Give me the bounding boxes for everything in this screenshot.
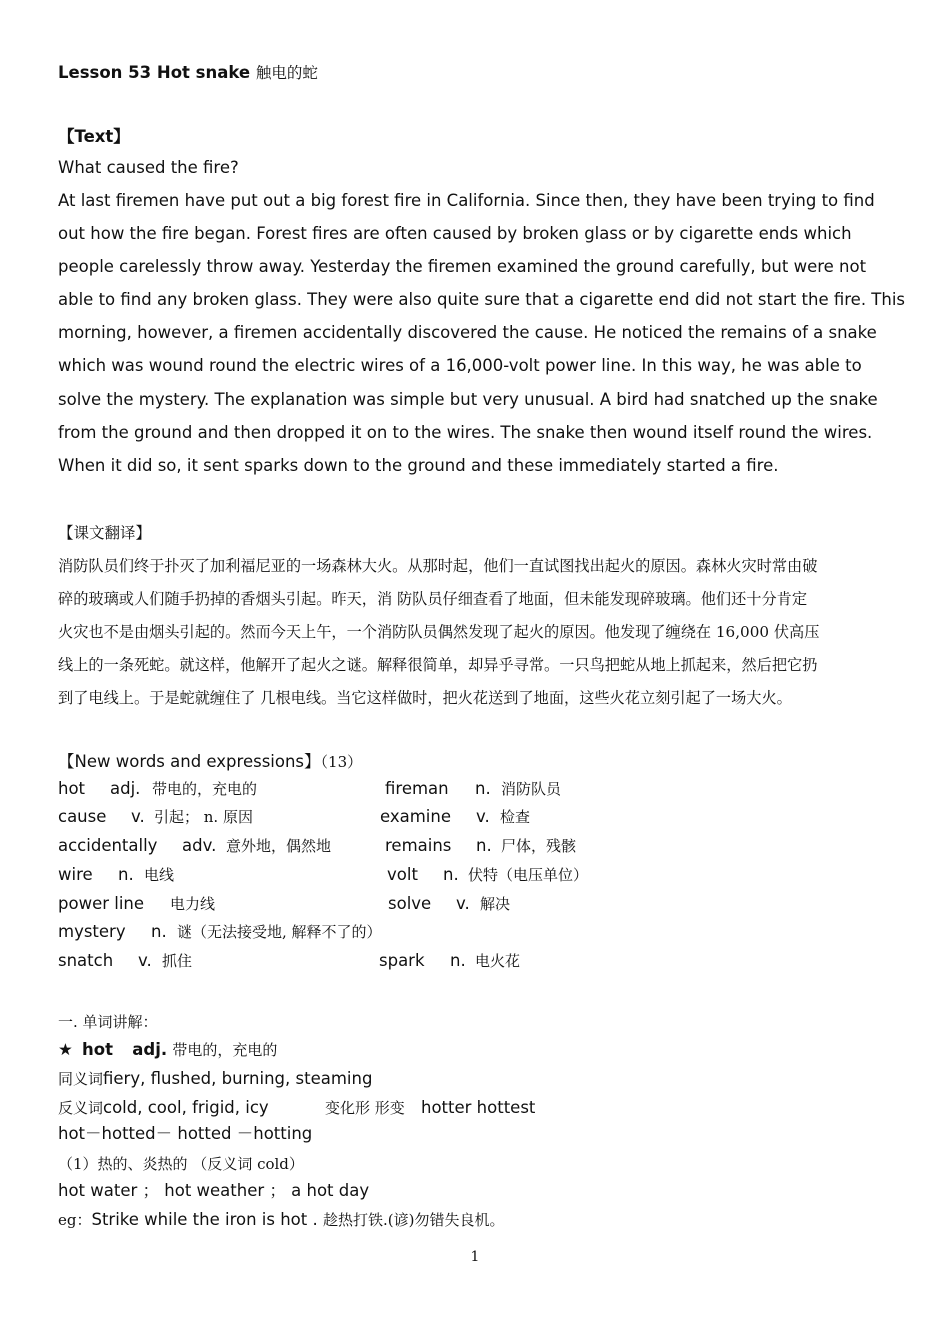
eg-label: eg： <box>58 1211 92 1229</box>
vocab-pos: n. <box>151 922 167 941</box>
sense-1: （1）热的、炎热的 （反义词 cold） <box>58 1155 304 1173</box>
page-number: 1 <box>470 1249 480 1265</box>
vocab-pos: v. <box>476 807 490 826</box>
entry-meaning: 带电的，充电的 <box>172 1041 278 1059</box>
vocab-word: examine <box>380 807 452 826</box>
translation-line: 消防队员们终于扑灭了加利福尼亚的一场森林大火。从那时起，他们一直试图找出起火的原因。森林火灾时常由破 <box>58 557 818 575</box>
lesson-title-en: Lesson 53 Hot snake <box>58 63 251 82</box>
vocab-header <box>58 751 362 773</box>
translation-line: 碎的玻璃或人们随手扔掉的香烟头引起。昨天，消 防队员仔细查看了地面，但未能发现碎玻璃。他们还十分肯定 <box>58 590 808 608</box>
vocab-meaning: 引起； n. 原因 <box>154 808 253 826</box>
synonyms-text: fiery, flushed, burning, steaming <box>103 1069 373 1088</box>
vocab-word: power line <box>58 894 145 913</box>
translation-line: 火灾也不是由烟头引起的。然而今天上午，一个消防队员偶然发现了起火的原因。他发现了缠绕在 16,000 伏高压 <box>58 623 820 641</box>
vocab-pos: n. <box>450 951 466 970</box>
vocab-header-label: 【New words and expressions】 <box>58 752 321 771</box>
vocab-word: mystery <box>58 922 126 941</box>
entry-pos: adj. <box>132 1040 168 1059</box>
vocab-word: remains <box>385 836 452 855</box>
translation-line: 到了电线上。于是蛇就缠住了 几根电线。当它这样做时，把火花送到了地面，这些火花立刻引起了一场大火。 <box>58 689 792 707</box>
explanation-header: 一. 单词讲解： <box>58 1013 158 1031</box>
text-line: out how the fire began. Forest fires are often caused by broken glass or by cigarette ends which <box>58 224 852 244</box>
vocab-word: solve <box>388 894 432 913</box>
vocab-word: hot <box>58 779 86 798</box>
vocab-meaning: 电力线 <box>170 895 216 913</box>
vocab-count: （13） <box>320 753 363 771</box>
text-line: solve the mystery. The explanation was simple but very unusual. A bird had snatched up the snake <box>58 389 878 409</box>
text-line: able to find any broken glass. They were also quite sure that a cigarette end did not start the fire. This <box>58 290 906 310</box>
synonyms-label: 同义词 <box>58 1070 104 1088</box>
text-line: morning, however, a firemen accidentally discovered the cause. He noticed the remains of a snake <box>58 323 877 343</box>
vocab-meaning: 意外地，偶然地 <box>226 837 332 855</box>
vocab-meaning: 消防队员 <box>501 780 562 798</box>
vocab-meaning: 解决 <box>480 895 511 913</box>
text-line: from the ground and then dropped it on to the wires. The snake then wound itself round the wires. <box>58 422 873 442</box>
translation-line: 线上的一条死蛇。就这样，他解开了起火之谜。解释很简单，却异乎寻常。一只鸟把蛇从地上抓起来，然后把它扔 <box>58 656 818 674</box>
text-line: which was wound round the electric wires of a 16,000-volt power line. In this way, he was able to <box>58 356 862 376</box>
vocab-meaning: 伏特（电压单位） <box>468 866 589 884</box>
lesson-title-cn: 触电的蛇 <box>255 64 318 82</box>
vocab-pos: n. <box>476 836 492 855</box>
vocab-pos: v. <box>138 951 152 970</box>
verb-forms-line: hot－hotted－ hotted －hotting <box>58 1124 313 1143</box>
vocab-word: cause <box>58 807 107 826</box>
vocab-pos: n. <box>118 865 134 884</box>
vocab-pos: n. <box>475 779 491 798</box>
vocab-pos: v. <box>456 894 470 913</box>
vocab-meaning: 电线 <box>144 866 175 884</box>
text-body <box>58 184 910 482</box>
synonyms-line <box>58 1068 372 1090</box>
vocab-pos: adj. <box>110 779 141 798</box>
text-line: When it did so, it sent sparks down to the ground and these immediately started a fire. <box>58 455 779 475</box>
vocab-meaning: 谜（无法接受地, 解释不了的） <box>177 923 382 941</box>
text-line: At last firemen have put out a big forest fire in California. Since then, they have been trying to find <box>58 191 875 210</box>
star-icon: ★ <box>58 1040 73 1059</box>
vocab-meaning: 尸体，残骸 <box>501 837 577 855</box>
forms-label: 变化形 形变 <box>325 1099 405 1117</box>
vocab-word: volt <box>387 865 418 884</box>
translation-header: 【课文翻译】 <box>58 524 152 542</box>
text-section-header: 【Text】 <box>58 127 130 146</box>
eg-english: Strike while the iron is hot . <box>91 1210 318 1229</box>
vocab-pos: adv. <box>182 836 217 855</box>
vocab-pos: n. <box>443 865 459 884</box>
entry-headword <box>58 1039 277 1061</box>
vocab-word: fireman <box>385 779 449 798</box>
vocab-word: wire <box>58 865 93 884</box>
example-sentence <box>58 1209 504 1231</box>
vocab-meaning: 带电的，充电的 <box>152 780 258 798</box>
antonyms-text: cold, cool, frigid, icy <box>103 1098 269 1117</box>
vocab-meaning: 检查 <box>500 808 531 826</box>
eg-chinese: 趁热打铁.(谚)勿错失良机。 <box>323 1211 505 1229</box>
vocab-word: spark <box>379 951 425 970</box>
vocab-meaning: 电火花 <box>475 952 521 970</box>
antonyms-line <box>58 1097 536 1119</box>
examples-line: hot water ； hot weather ； a hot day <box>58 1181 370 1200</box>
vocab-pos: v. <box>131 807 145 826</box>
lesson-title <box>58 62 318 84</box>
translation-body <box>58 550 910 715</box>
vocab-word: accidentally <box>58 836 158 855</box>
antonyms-label: 反义词 <box>58 1099 104 1117</box>
vocab-meaning: 抓住 <box>162 952 193 970</box>
text-line: people carelessly throw away. Yesterday the firemen examined the ground carefully, but were not <box>58 257 867 277</box>
text-question: What caused the fire? <box>58 158 239 177</box>
vocab-word: snatch <box>58 951 114 970</box>
entry-word: hot <box>82 1040 114 1059</box>
forms-text: hotter hottest <box>421 1098 536 1117</box>
